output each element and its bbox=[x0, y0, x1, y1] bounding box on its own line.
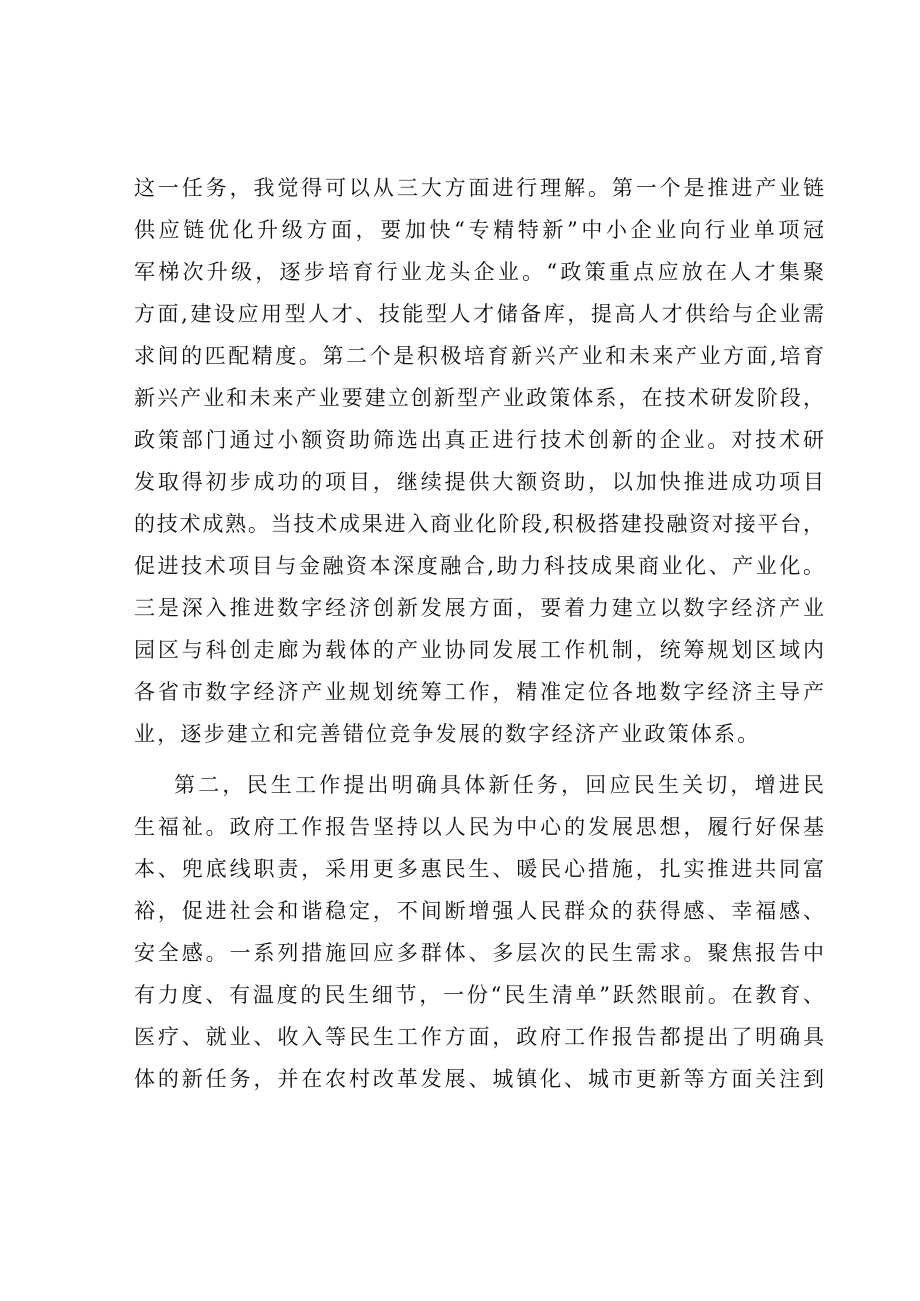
text-line: 医疗、就业、收入等民生工作方面，政府工作报告都提出了明确具 bbox=[134, 1025, 824, 1049]
text-line: 生福祉。政府工作报告坚持以人民为中心的发展思想，履行好保基 bbox=[134, 815, 824, 839]
text-line: 发取得初步成功的项目，继续提供大额资助，以加快推进成功项目 bbox=[134, 470, 824, 494]
text-line: 各省市数字经济产业规划统筹工作，精准定位各地数字经济主导产 bbox=[134, 680, 824, 704]
text-line: 的技术成熟。当技术成果进入商业化阶段,积极搭建投融资对接平台， bbox=[134, 512, 824, 536]
text-line: 新兴产业和未来产业要建立创新型产业政策体系，在技术研发阶段， bbox=[134, 386, 824, 410]
text-line: 这一任务，我觉得可以从三大方面进行理解。第一个是推进产业链 bbox=[134, 176, 824, 200]
text-line-last: 业，逐步建立和完善错位竞争发展的数字经济产业政策体系。 bbox=[134, 722, 761, 746]
text-line: 园区与科创走廊为载体的产业协同发展工作机制，统筹规划区域内 bbox=[134, 638, 824, 662]
text-line-first: 第二，民生工作提出明确具体新任务，回应民生关切，增进民 bbox=[174, 773, 824, 797]
text-line: 三是深入推进数字经济创新发展方面，要着力建立以数字经济产业 bbox=[134, 596, 824, 620]
paragraph-2 bbox=[134, 764, 824, 1100]
paragraph-1 bbox=[134, 167, 824, 755]
text-line: 军梯次升级，逐步培育行业龙头企业。“政策重点应放在人才集聚 bbox=[134, 260, 824, 284]
text-line: 安全感。一系列措施回应多群体、多层次的民生需求。聚焦报告中 bbox=[134, 941, 824, 965]
text-line: 方面,建设应用型人才、技能型人才储备库，提高人才供给与企业需 bbox=[134, 302, 824, 326]
text-line: 求间的匹配精度。第二个是积极培育新兴产业和未来产业方面,培育 bbox=[134, 344, 824, 368]
text-line: 体的新任务，并在农村改革发展、城镇化、城市更新等方面关注到 bbox=[134, 1067, 824, 1091]
text-line: 裕，促进社会和谐稳定，不间断增强人民群众的获得感、幸福感、 bbox=[134, 899, 824, 923]
text-line: 政策部门通过小额资助筛选出真正进行技术创新的企业。对技术研 bbox=[134, 428, 824, 452]
text-line: 促进技术项目与金融资本深度融合,助力科技成果商业化、产业化。 bbox=[134, 554, 824, 578]
text-line: 供应链优化升级方面，要加快“专精特新”中小企业向行业单项冠 bbox=[134, 218, 824, 242]
text-line: 本、兜底线职责，采用更多惠民生、暖民心措施，扎实推进共同富 bbox=[134, 857, 824, 881]
text-line: 有力度、有温度的民生细节，一份“民生清单”跃然眼前。在教育、 bbox=[134, 983, 824, 1007]
